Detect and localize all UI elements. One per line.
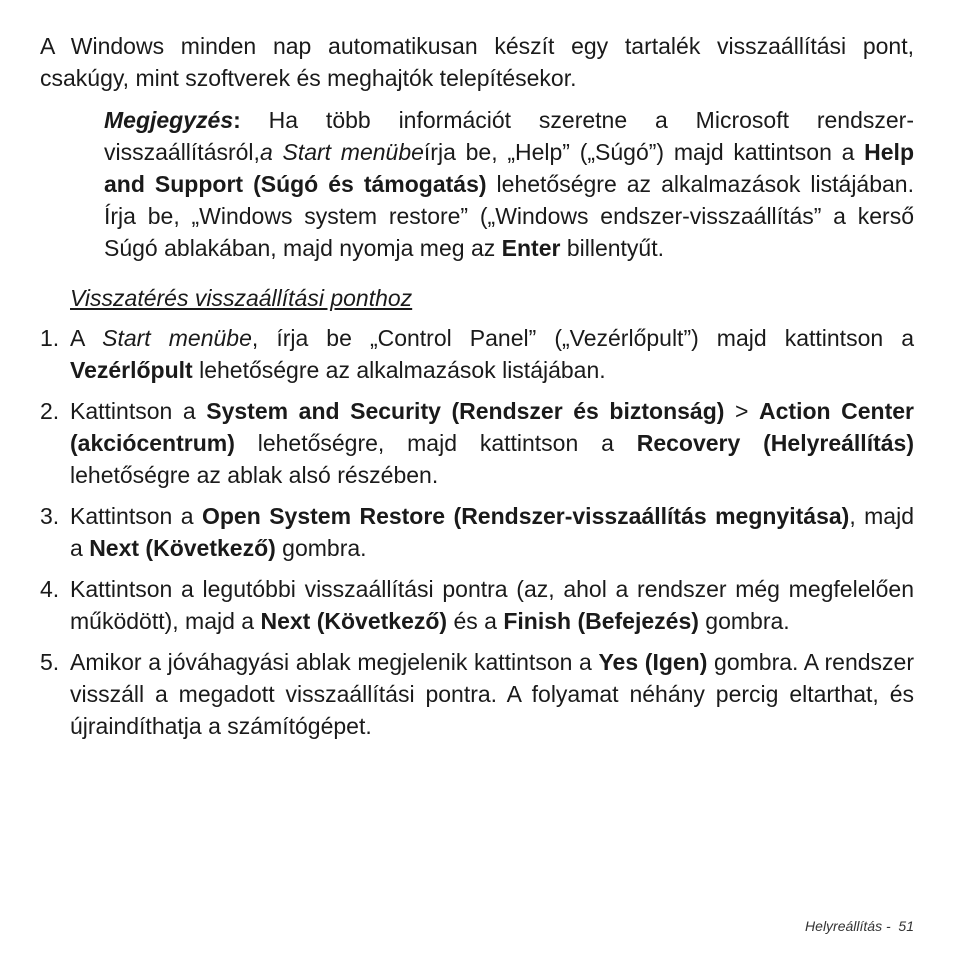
step-number: 5. [40,649,60,675]
step-recovery: Recovery (Helyreállítás) [636,430,914,456]
note-label: Megjegyzés [104,107,234,133]
note-text: lehetőségre az alkalmazások listájában. Írja be, „Windows system restore” („Windows endszer-visszaállítás” a kerső Súgó ablakában, majd nyomja meg az [104,171,914,261]
step-4 [40,573,914,637]
note-text: írja be, „Help” („Súgó”) majd kattintson a [423,139,865,165]
note-start-menu: a Start menübe [259,139,424,165]
note-help-support: Help and Support (Súgó és támogatás) [104,139,914,197]
step-text: A [70,325,103,351]
step-number: 2. [40,398,60,424]
note-colon: : [233,107,241,133]
step-text: lehetőségre, majd kattintson a [234,430,637,456]
step-next: Next (Következő) [260,608,448,634]
step-text: Kattintson a [70,503,202,529]
step-text: , írja be „Control Panel” („Vezérlőpult”) majd kattintson a [251,325,914,351]
step-control-panel: Vezérlőpult [70,357,193,383]
step-text: Kattintson a [70,398,207,424]
step-number: 1. [40,325,60,351]
page-footer [805,918,914,934]
step-finish: Finish (Befejezés) [503,608,699,634]
step-number: 4. [40,576,60,602]
step-start-menu: Start menübe [102,325,252,351]
footer-page-number: 51 [898,918,914,934]
note-paragraph [104,104,914,264]
steps-list [40,322,914,742]
step-text: , majd a [70,503,914,561]
document-page [40,30,914,751]
step-text: gombra. [275,535,367,561]
step-text: gombra. A rendszer visszáll a megadott visszaállítási pontra. A folyamat néhány percig eltarthat, és újraindíthatja a számítógépet. [70,649,914,739]
intro-paragraph: A Windows minden nap automatikusan készít egy tartalék visszaállítási pont, csakúgy, mint szoftverek és meghajtók telepítésekor. [40,33,914,91]
step-1 [40,322,914,386]
step-text: lehetőségre az alkalmazások listájában. [192,357,606,383]
step-text: gombra. [698,608,790,634]
note-text: billentyűt. [560,235,664,261]
step-yes: Yes (Igen) [598,649,708,675]
step-next: Next (Következő) [89,535,276,561]
note-text: Ha több információt szeretne a Microsoft rendszer-visszaállításról, [104,107,914,165]
step-text: Kattintson a legutóbbi visszaállítási pontra (az, ahol a rendszer még megfelelően működött), majd a [70,576,914,634]
step-action-center: Action Center (akciócentrum) [70,398,914,456]
step-2 [40,395,914,491]
step-text: lehetőségre az ablak alsó részében. [70,462,439,488]
step-3 [40,500,914,564]
step-text: Amikor a jóváhagyási ablak megjelenik kattintson a [70,649,599,675]
step-5 [40,646,914,742]
step-text: és a [447,608,504,634]
step-open-system-restore: Open System Restore (Rendszer-visszaállítás megnyitása) [201,503,850,529]
footer-section: Helyreállítás - [805,918,891,934]
note-enter-key: Enter [501,235,561,261]
step-text: > [724,398,760,424]
section-heading: Visszatérés visszaállítási ponthoz [70,285,413,311]
step-system-security: System and Security (Rendszer és biztonság) [206,398,725,424]
step-number: 3. [40,503,60,529]
